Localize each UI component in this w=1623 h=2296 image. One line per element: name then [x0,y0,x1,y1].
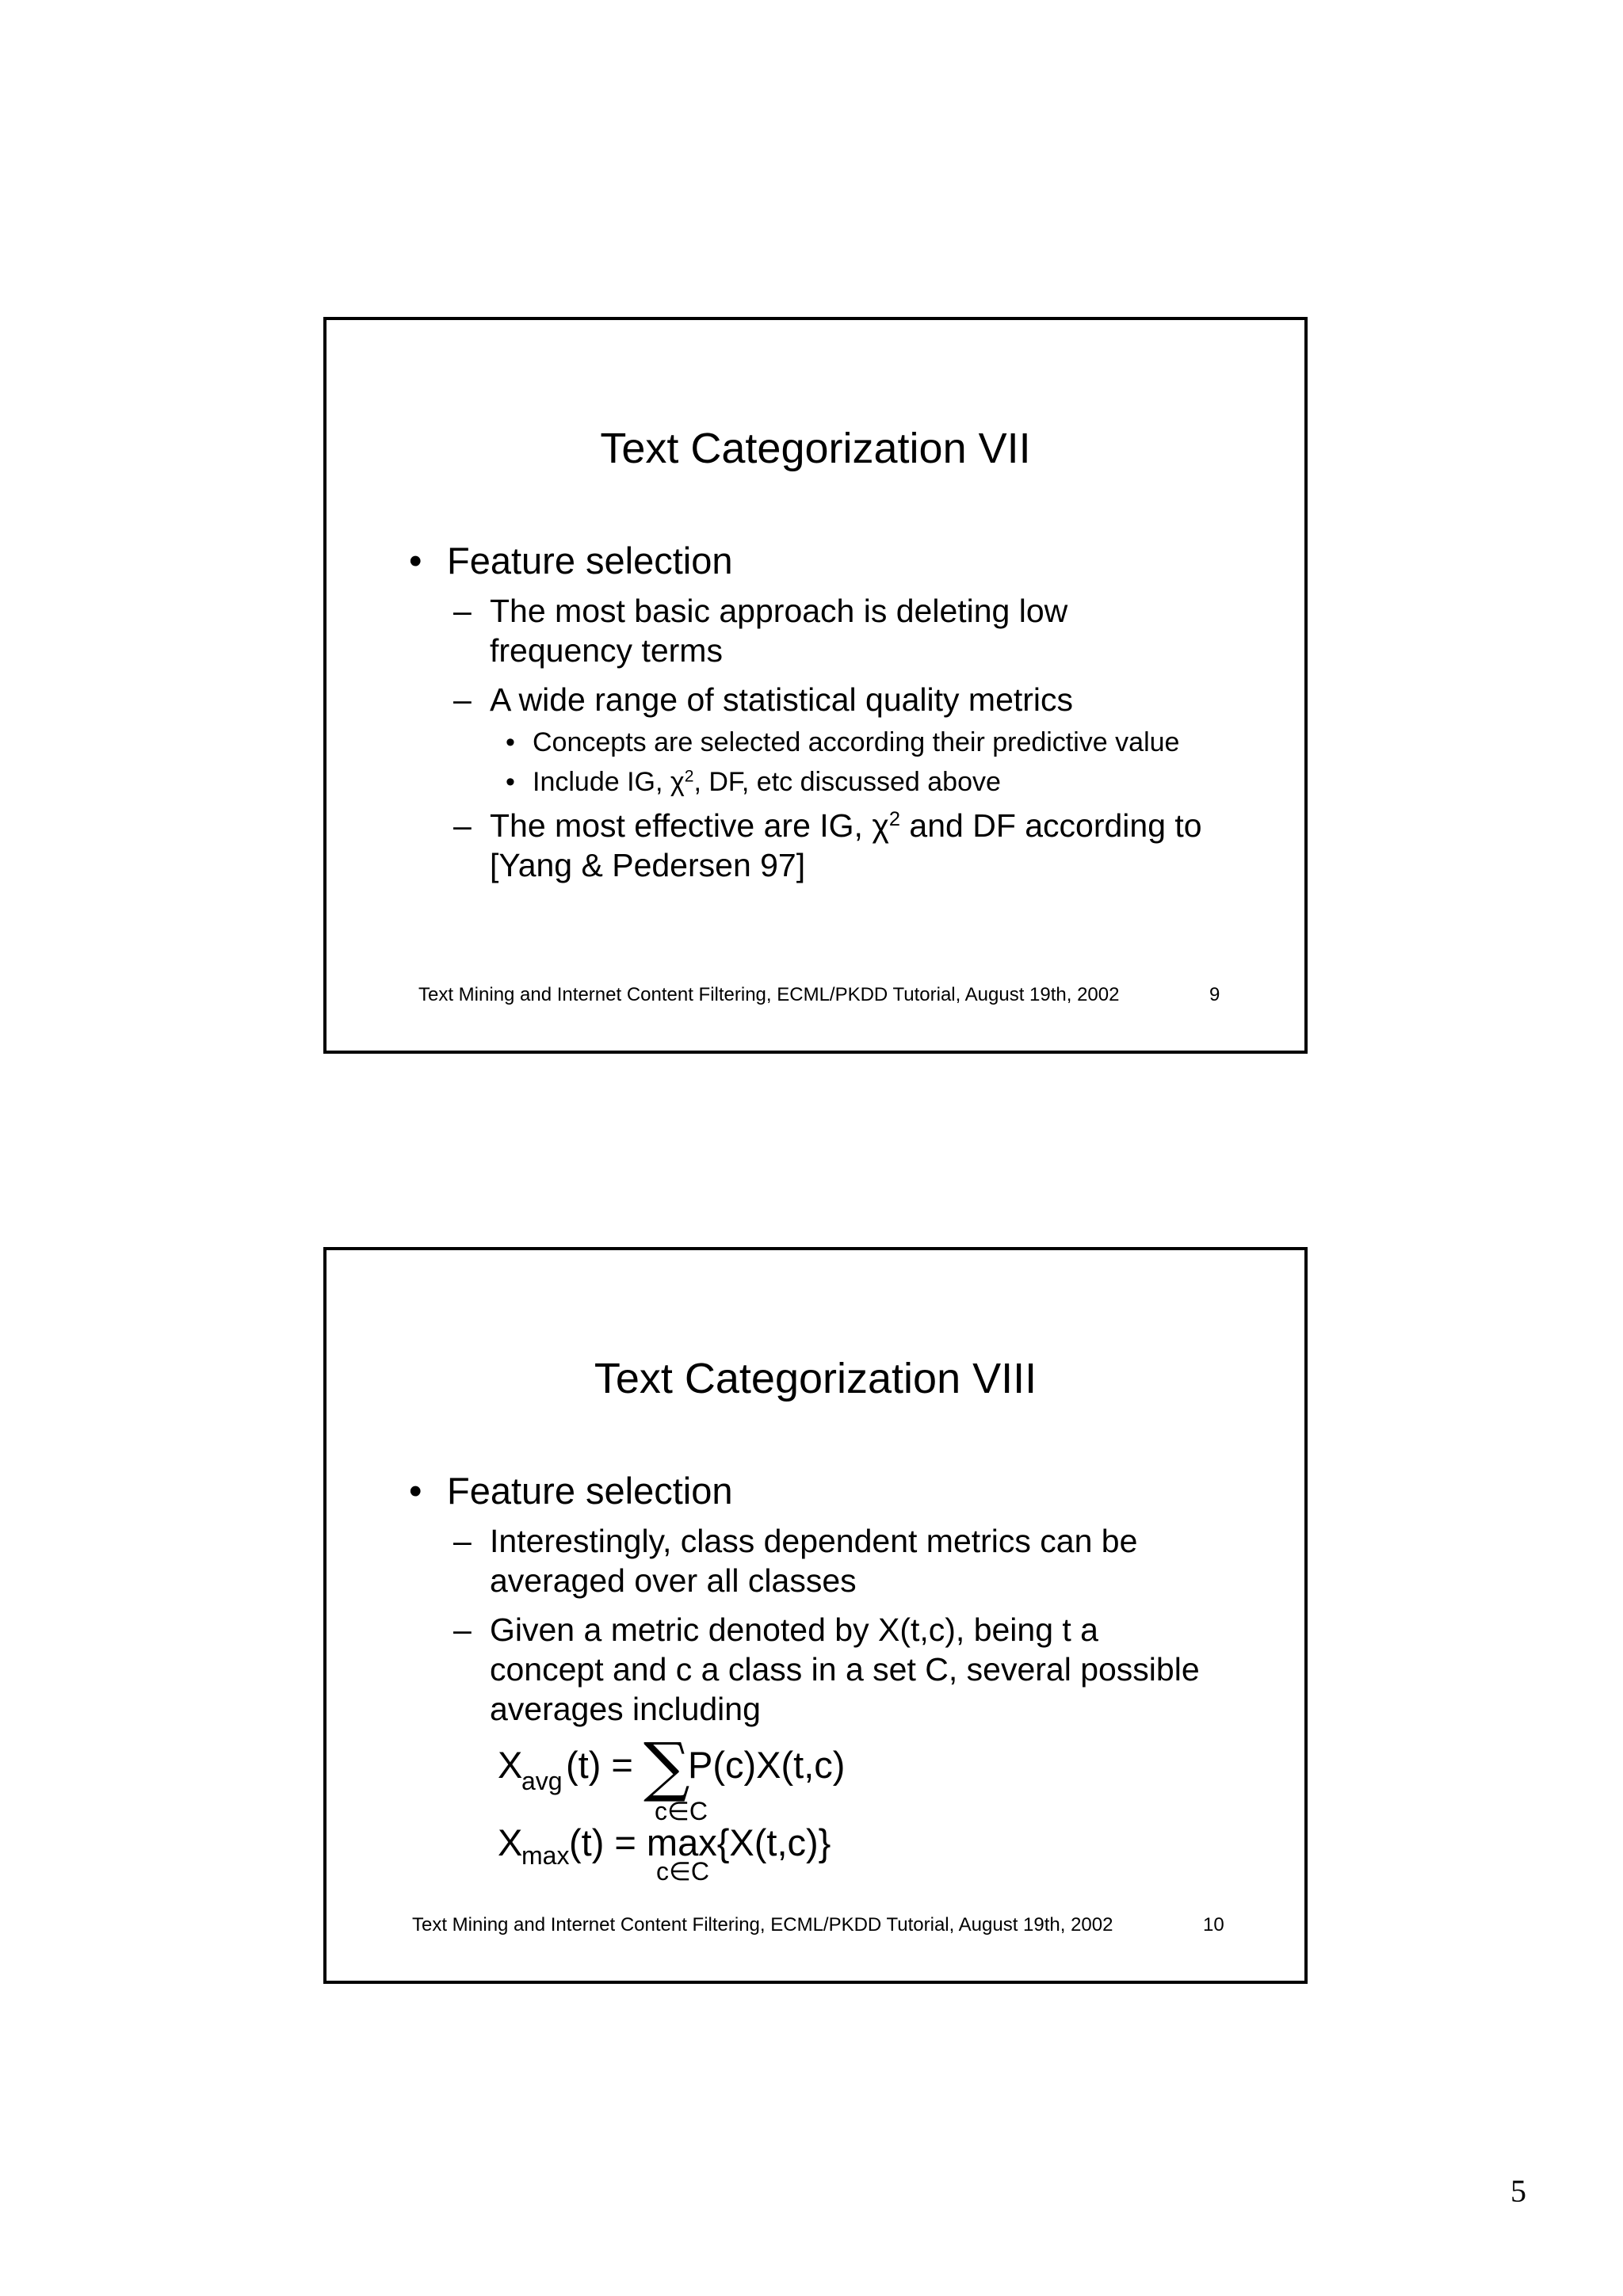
dash-marker: – [453,807,472,844]
slide-text-categorization-viii [323,1247,1308,1984]
sub-item-1-line2: frequency terms [490,632,723,669]
sub-item-3-line1: The most effective are IG, $\chi^2$ and DF according to [490,807,1202,844]
sub-item-2-line1: Given a metric denoted by X(t,c), being t a [490,1611,1098,1648]
slide-title: Text Categorization VII [600,425,1031,472]
sub-item-1-line1: Interestingly, class dependent metrics can be [490,1523,1138,1559]
dash-marker: – [453,593,472,629]
sub-item-2-line2: concept and c a class in a set C, several possible [490,1651,1200,1688]
dash-marker: – [453,1523,472,1559]
dash-marker: – [453,1611,472,1648]
sub-item-1-line1: The most basic approach is deleting low [490,593,1068,629]
slide-title: Text Categorization VIII [594,1355,1037,1402]
slide-footer: Text Mining and Internet Content Filtering, ECML/PKDD Tutorial, August 19th, 2002 [418,984,1120,1005]
chi-symbol: χ [670,767,685,797]
bullet-feature-selection: Feature selection [447,540,733,582]
chi-symbol: χ [872,807,889,844]
document-page-number: 5 [1510,2173,1526,2209]
subsub-item-1: Concepts are selected according their predictive value [533,727,1180,757]
sub-item-3-line2: [Yang & Pedersen 97] [490,847,806,883]
slide-page-number: 9 [1209,984,1220,1005]
dash-marker: – [453,681,472,718]
summation-symbol: ∑ [643,1730,690,1805]
bullet-marker: • [506,767,515,797]
sub-item-1-line2: averaged over all classes [490,1562,857,1599]
sub-item-2: A wide range of statistical quality metrics [490,681,1074,718]
bullet-marker: • [409,540,422,582]
sub-item-2-line3: averages including [490,1691,761,1727]
bullet-marker: • [506,727,515,757]
formula-avg: X avg (t) = ∑ P(c)X(t,c) c∈C [498,1730,846,1825]
slide-text-categorization-vii [323,317,1308,1054]
subsub-item-2: Include IG, $\chi^2$, DF, etc discussed above [533,767,1001,797]
bullet-marker: • [409,1470,422,1512]
bullet-feature-selection: Feature selection [447,1470,733,1512]
slide-page-number: 10 [1203,1914,1224,1936]
formula-max: X max (t) = max{X(t,c)} c∈C [498,1821,831,1886]
slide-footer: Text Mining and Internet Content Filtering, ECML/PKDD Tutorial, August 19th, 2002 [412,1914,1113,1936]
